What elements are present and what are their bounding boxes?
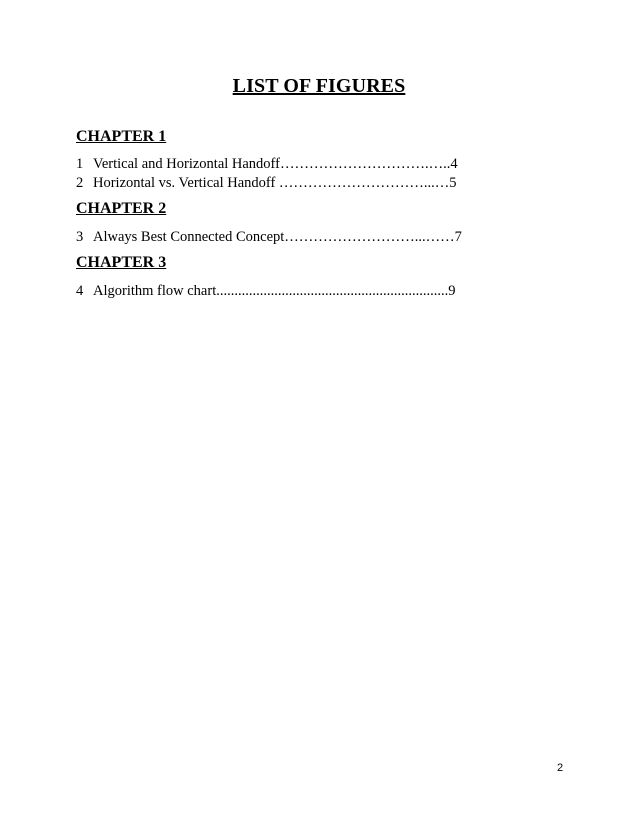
- chapter-heading-3: CHAPTER 3: [76, 254, 167, 271]
- page-title: LIST OF FIGURES: [232, 75, 406, 97]
- figure-number: 4: [76, 283, 84, 299]
- figure-number: 2: [76, 175, 84, 191]
- page-number: 2: [557, 762, 564, 774]
- figure-entry-1: [76, 155, 458, 173]
- figure-number: 1: [76, 156, 84, 172]
- figure-entry-3: [76, 228, 462, 246]
- figure-entry-text: Horizontal vs. Vertical Handoff …………………………...…5: [93, 175, 457, 191]
- chapter-heading-1: CHAPTER 1: [76, 128, 167, 145]
- figure-number: 3: [76, 229, 84, 245]
- figure-entry-4: [76, 282, 455, 300]
- figure-entry-2: [76, 174, 457, 192]
- figure-entry-text: Always Best Connected Concept………………………...……7: [93, 229, 462, 245]
- figure-entry-text: Algorithm flow chart................................................................9: [93, 283, 456, 299]
- chapter-heading-2: CHAPTER 2: [76, 200, 167, 217]
- figure-entry-text: Vertical and Horizontal Handoff………………………….…..4: [93, 156, 458, 172]
